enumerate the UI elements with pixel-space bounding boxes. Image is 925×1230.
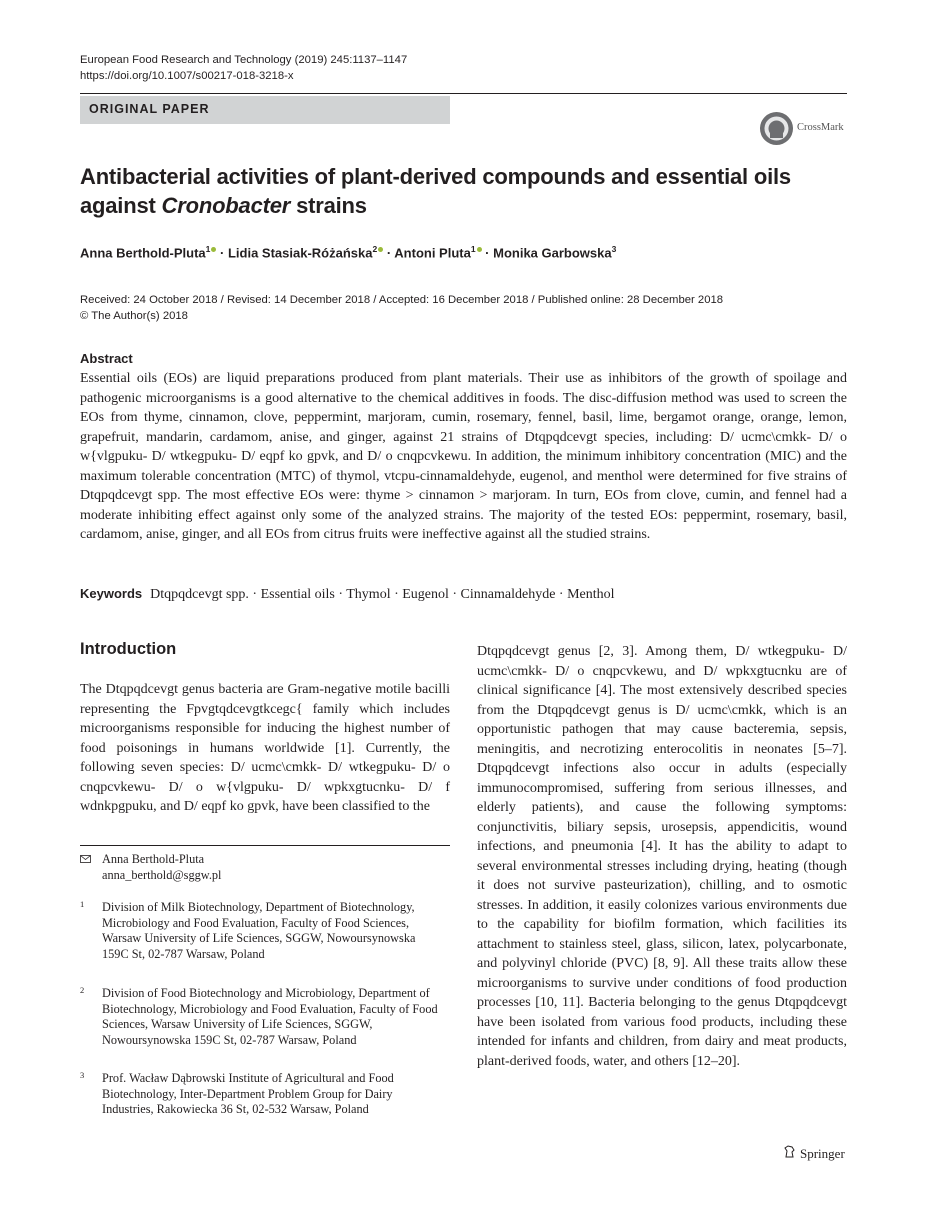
author-list: Anna Berthold-Pluta$^1$ · Lidia Stasiak-Różańska$^2$ · Antoni Pluta$^1$ · Monika Garbowska$^3$ xyxy=(80,244,617,261)
author-name[interactable]: Antoni Pluta xyxy=(394,245,471,261)
springer-horse-icon xyxy=(784,1145,796,1162)
corr-author-email[interactable]: anna_berthold@sggw.pl xyxy=(102,867,222,882)
section-heading-introduction: Introduction xyxy=(80,640,177,658)
orcid-icon[interactable] xyxy=(477,247,482,252)
envelope-icon xyxy=(80,855,91,863)
title-genus: Cronobacter xyxy=(161,193,291,218)
publisher-logo xyxy=(784,1145,845,1162)
journal-citation xyxy=(80,52,407,84)
affiliation-number: 3 xyxy=(80,1070,85,1080)
keywords-label: Keywords xyxy=(80,586,143,601)
title-line-1: Antibacterial activities of plant-derived compounds and essential oils xyxy=(80,164,791,189)
crossmark-label: CrossMark xyxy=(797,122,844,133)
author-name[interactable]: Lidia Stasiak-Różańska xyxy=(227,245,373,261)
header-rule xyxy=(80,93,847,94)
body-column-right xyxy=(477,642,847,1071)
journal-line: European Food Research and Technology (2019) 245:1137–1147 xyxy=(80,54,408,66)
affiliation-number: 2 xyxy=(80,985,85,995)
footnote-rule xyxy=(80,845,450,846)
corr-author-name: Anna Berthold-Pluta xyxy=(102,852,205,866)
title-suffix: strains xyxy=(290,193,367,218)
author-affil-sup: 2 xyxy=(372,244,378,254)
body-column-left xyxy=(80,680,450,817)
copyright-line: © The Author(s) 2018 xyxy=(80,310,188,322)
publisher-name: Springer xyxy=(800,1146,845,1161)
author-name[interactable]: Monika Garbowska xyxy=(493,245,612,261)
affiliation-text: Division of Milk Biotechnology, Department of Biotechnology, Microbiology and Food Evaluation, Faculty of Food Sciences, Warsaw University of Life Sciences, SGGW, Nowoursynowska 159C St, 02-787 Warsaw, Poland xyxy=(102,900,416,961)
orcid-icon[interactable] xyxy=(211,247,216,252)
keywords xyxy=(80,584,847,604)
author-affil-sup: 1 xyxy=(205,244,211,254)
article-history xyxy=(80,292,847,324)
title-line-2 xyxy=(80,191,847,220)
keywords-list: Dtqpqdcevgt spp. · Essential oils · Thymol · Eugenol · Cinnamaldehyde · Menthol xyxy=(150,587,615,602)
publication-dates: Received: 24 October 2018 / Revised: 14 December 2018 / Accepted: 16 December 2018 / Published online: 28 December 2018 xyxy=(80,294,724,306)
article-type-label: ORIGINAL PAPER xyxy=(89,102,210,116)
author-name[interactable]: Anna Berthold-Pluta xyxy=(80,245,206,261)
paragraph: The Dtqpqdcevgt genus bacteria are Gram-negative motile bacilli representing the Fpvgtqdcevgtkcegc{ family which includes microorganisms responsible for inducing the highest number of food poisonings in humans worldwide [1]. Currently, the following seven species: D/ ucmc\cmkk- D/ wtkegpuku- D/ o cnqpcvkewu- D/ o w{vlgpuku- D/ wpkxgtucnku- D/ f wdnkpgpuku, and D/ eqpf ko gpvk, have been classified to the xyxy=(80,682,450,814)
paragraph: Dtqpqdcevgt genus [2, 3]. Among them, D/ wtkegpuku- D/ ucmc\cmkk- D/ o cnqpcvkewu, and D/ wpkxgtucnku are of clinical significance [4]. The most extensively described species from the Dtqpqdcevgt genus is D/ ucmc\cmkk, which is an opportunistic pathogen that may cause bacteremia, sepsis, meningitis, and necrotizing enterocolitis in neonates [5–7]. Dtqpqdcevgt infections also occur in adults (especially immunocompromised, suffering from serious illnesses, and elderly patients), and cause the following symptoms: conjunctivitis, biliary sepsis, urosepsis, appendicitis, wound infections, and pneumonia [4]. It has the ability to adapt to several environmental stresses including drying, heating (though it does not survive pasteurization), chilling, and to osmotic stresses. In addition, it easily colonizes various environments due to the capability for biofilm formation, which facilities its attachment to stainless steel, glass, silicon, latex, polycarbonate, and polyvinyl chloride (PVC) [8, 9]. All these traits allow these microorganisms to survive under conditions of food production processes [10, 11]. Bacteria belonging to the genus Dtqpqdcevgt have been isolated from various food products, including these intended for infants and children, from dairy and meat products, plant-derived foods, water, and others [12–20]. xyxy=(477,644,847,1069)
author-affil-sup: 3 xyxy=(611,244,617,254)
affiliation-text: Prof. Wacław Dąbrowski Institute of Agricultural and Food Biotechnology, Inter-Department Problem Group for Dairy Industries, Rakowiecka 36 St, 02-532 Warsaw, Poland xyxy=(102,1071,394,1117)
doi-link[interactable]: https://doi.org/10.1007/s00217-018-3218-x xyxy=(80,70,294,82)
article-title xyxy=(80,162,847,220)
title-prefix: against xyxy=(80,193,162,218)
article-type-banner xyxy=(80,96,450,124)
crossmark-icon xyxy=(760,112,793,145)
abstract-text: Essential oils (EOs) are liquid preparations produced from plant materials. Their use as inhibitors of the growth of spoilage and pathogenic microorganisms is a good alternative to the chemical additives in foods. The disc-diffusion method was used to screen the EOs from thyme, cinnamon, clove, peppermint, marjoram, cumin, rosemary, fennel, basil, lime, bergamot orange, orange, lemon, grapefruit, mandarin, cardamom, anise, and ginger, against 21 strains of Dtqpqdcevgt species, including: D/ ucmc\cmkk- D/ o w{vlgpuku- D/ wtkegpuku- D/ eqpf ko gpvk, and D/ o cnqpcvkewu. In addition, the minimum inhibitory concentration (MIC) and the maximum tolerable concentration (MTC) of thymol, vtcpu-cinnamaldehyde, eugenol, and menthol were determined for five strains of Dtqpqdcevgt spp. The most effective EOs were: thyme > cinnamon > marjoram. In turn, EOs from clove, cumin, and fennel had a moderate inhibiting effect against only some of the analyzed strains. The majority of the tested EOs: peppermint, rosemary, basil, cardamom, anise, ginger, and all EOs from citrus fruits were ineffective against all the studied strains. xyxy=(80,371,847,542)
orcid-icon[interactable] xyxy=(378,247,383,252)
crossmark-badge[interactable] xyxy=(760,112,850,148)
abstract-heading: Abstract xyxy=(80,351,133,366)
affiliation-number: 1 xyxy=(80,899,85,909)
author-affil-sup: 1 xyxy=(470,244,476,254)
affiliation-text: Division of Food Biotechnology and Microbiology, Department of Biotechnology, Microbiology and Food Evaluation, Faculty of Food Sciences, Warsaw University of Life Sciences, SGGW, Nowoursynowska 159C St, 02-787 Warsaw, Poland xyxy=(102,986,438,1047)
corresponding-author xyxy=(80,852,450,883)
